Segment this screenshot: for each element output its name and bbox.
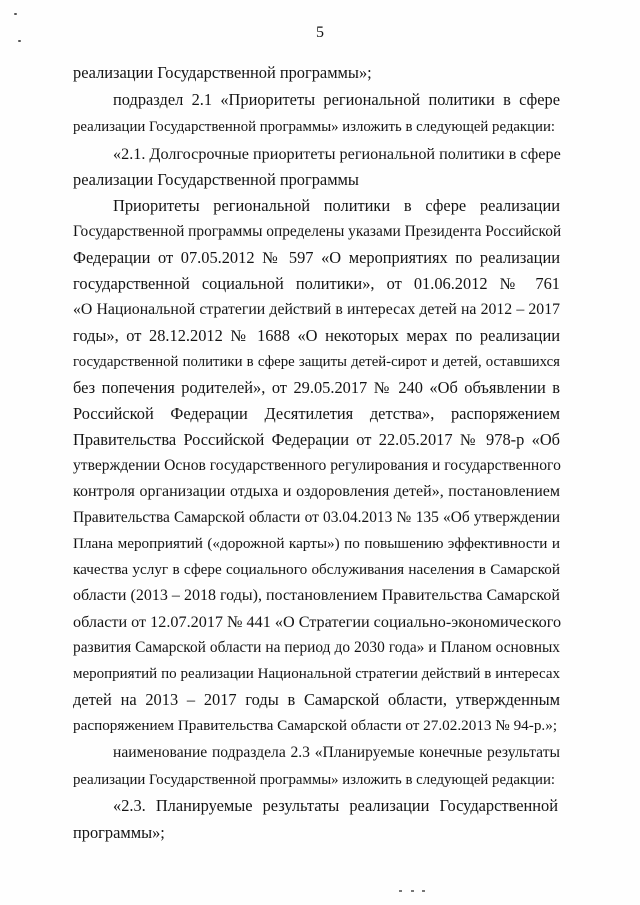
text-line: реализации Государственной программы» изложить в следующей редакции: (73, 119, 555, 135)
text-line: наименование подраздела 2.3 «Планируемые конечные результаты (113, 744, 560, 761)
text-line: области (2013 – 2018 годы), постановлением Правительства Самарской (73, 587, 560, 604)
text-line: «2.3. Планируемые результаты реализации Государственной (113, 796, 558, 815)
text-line: Приоритеты региональной политики в сфере реализации (113, 196, 560, 215)
page-number: 5 (316, 24, 324, 41)
text-line: детей на 2013 – 2017 годы в Самарской области, утвержденным (73, 690, 560, 709)
text-line: программы»; (73, 823, 165, 842)
text-line: Правительства Самарской области от 03.04.2013 № 135 «Об утверждении (73, 509, 560, 526)
text-line: Правительства Российской Федерации от 22.05.2017 № 978-р «Об (73, 430, 560, 449)
text-line: утверждении Основ государственного регулирования и государственного (73, 457, 561, 474)
text-line: качества услуг в сфере социального обслуживания населения в Самарской (73, 561, 560, 578)
text-line: реализации Государственной программы»; (73, 63, 372, 82)
text-line: «2.1. Долгосрочные приоритеты региональной политики в сфере (113, 145, 561, 163)
text-line: распоряжением Правительства Самарской области от 27.02.2013 № 94-р.»; (73, 717, 558, 734)
text-line: Плана мероприятий («дорожной карты») по повышению эффективности и (73, 535, 560, 552)
text-line: государственной социальной политики», от 01.06.2012 № 761 (73, 274, 560, 293)
text-line: подраздел 2.1 «Приоритеты региональной политики в сфере (113, 90, 560, 109)
text-line: государственной политики в сфере защиты детей-сирот и детей, оставшихся (73, 354, 560, 370)
text-line: годы», от 28.12.2012 № 1688 «О некоторых мерах по реализации (73, 326, 560, 345)
text-line: мероприятий по реализации Национальной стратегии действий в интересах (73, 666, 560, 682)
text-line: Федерации от 07.05.2012 № 597 «О мероприятиях по реализации (73, 248, 560, 267)
text-line: реализации Государственной программы (73, 170, 359, 189)
text-line: реализации Государственной программы» изложить в следующей редакции: (73, 772, 555, 788)
text-line: контроля организации отдыха и оздоровления детей», постановлением (73, 483, 560, 500)
scan-speck (14, 13, 17, 15)
text-line: Российской Федерации Десятилетия детства», распоряжением (73, 404, 560, 423)
text-line: без попечения родителей», от 29.05.2017 № 240 «Об объявлении в (73, 378, 560, 397)
text-line: Государственной программы определены указами Президента Российской (73, 223, 562, 240)
text-line: области от 12.07.2017 № 441 «О Стратегии социально-экономического (73, 613, 562, 631)
text-line: развития Самарской области на период до 2030 года» и Планом основных (73, 639, 560, 656)
scan-artifact (395, 888, 435, 894)
text-line: «О Национальной стратегии действий в интересах детей на 2012 – 2017 (73, 301, 560, 318)
